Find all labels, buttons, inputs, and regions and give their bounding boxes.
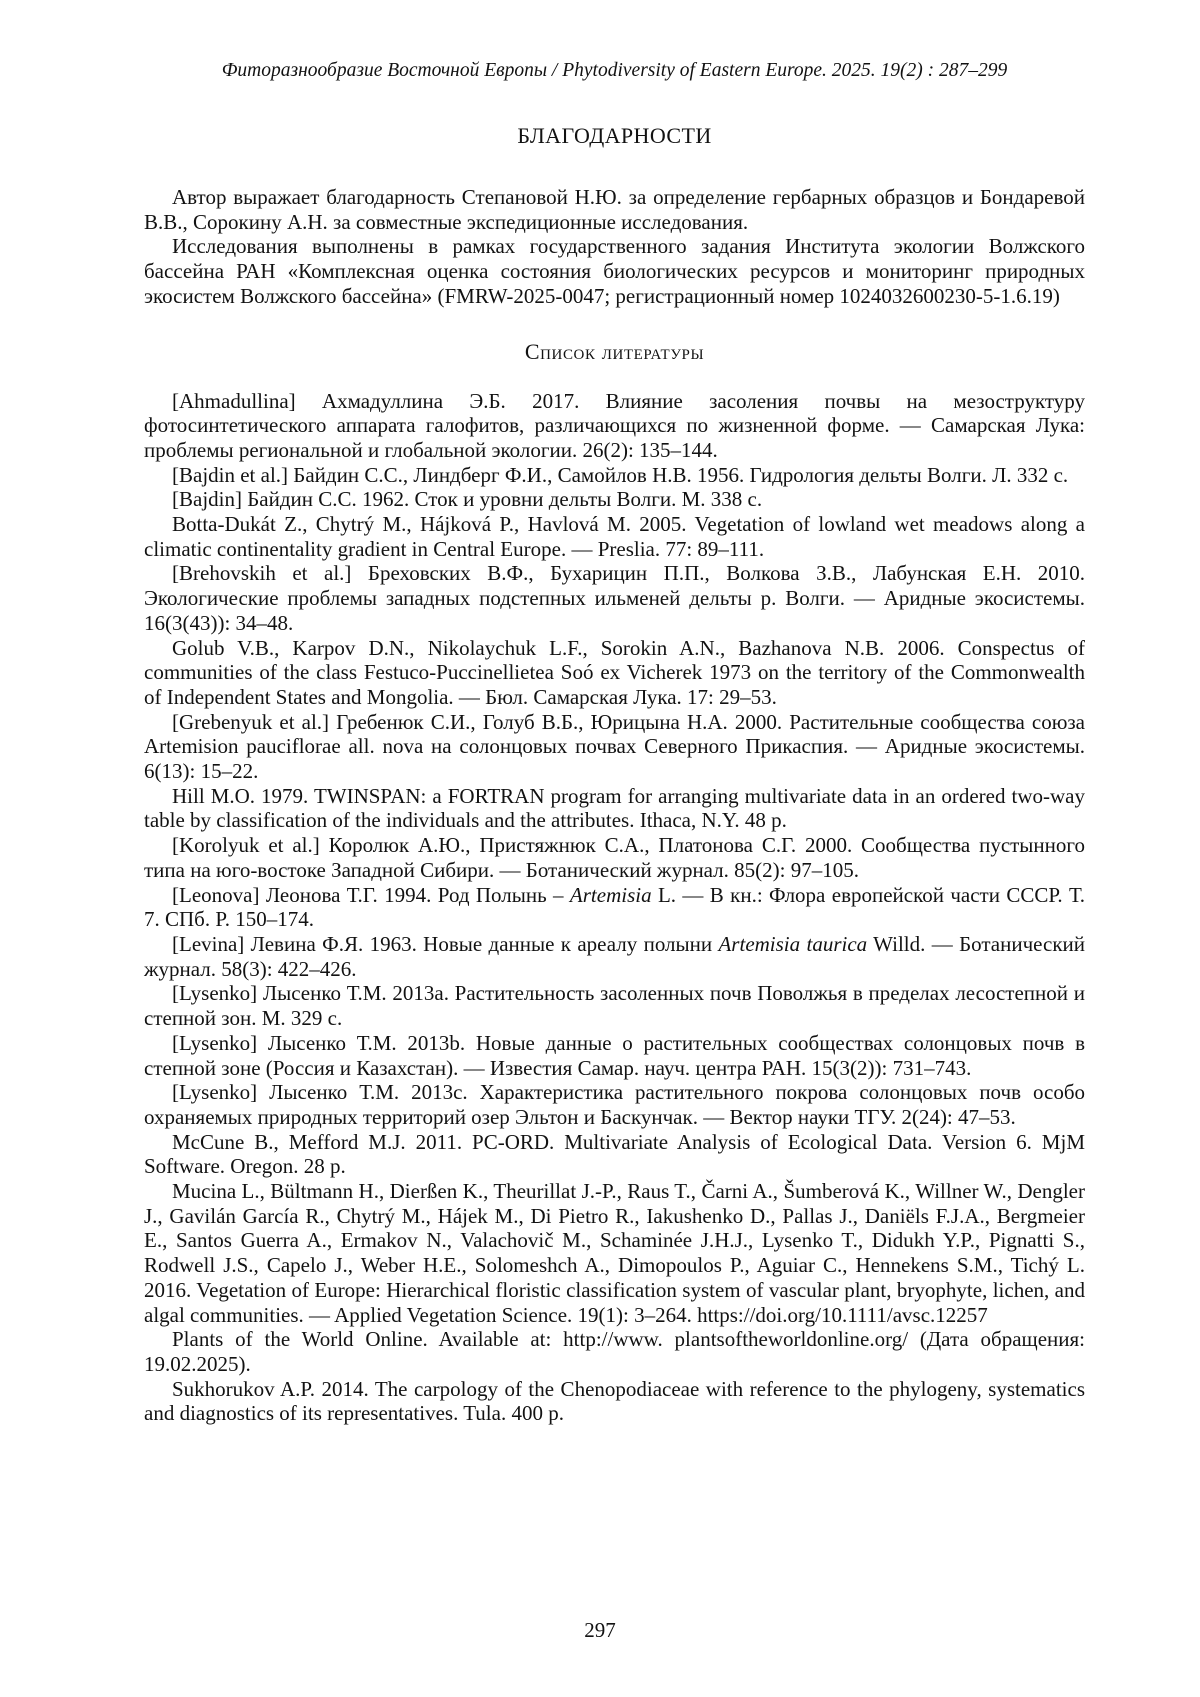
references-list — [144, 389, 1085, 1427]
reference-entry: [Levina] Левина Ф.Я. 1963. Новые данные к ареалу полыни Artemisia taurica Willd. — Ботанический журнал. 58(3): 422–426. — [144, 931, 1086, 981]
reference-entry: [Lysenko] Лысенко Т.М. 2013a. Растительность засоленных почв Поволжья в пределах лесостепной и степной зон. М. 329 с. — [144, 981, 1085, 1031]
acknowledgments-section — [144, 185, 1085, 309]
reference-entry: [Brehovskih et al.] Бреховских В.Ф., Бухарицин П.П., Волкова З.В., Лабунская Е.Н. 2010. Экологические проблемы западных подстепных ильменей дельты р. Волги. — Аридные экосистемы. 16(3(43)): 34–48. — [144, 561, 1085, 635]
journal-running-head: Фиторазнообразие Восточной Европы / Phytodiversity of Eastern Europe. 2025. 19(2) : 287–299 — [221, 60, 1008, 81]
acknowledgments-paragraph: Исследования выполнены в рамках государственного задания Института экологии Волжского бассейна РАН «Комплексная оценка состояния биологических ресурсов и мониторинг природных экосистем Волжского бассейна» (FMRW-2025-0047; регистрационный номер 1024032600230-5-1.6.19) — [144, 234, 1085, 308]
reference-entry: Golub V.B., Karpov D.N., Nikolaychuk L.F., Sorokin A.N., Bazhanova N.B. 2006. Conspectus of communities of the class Festuco-Puccinellietea Soó ex Vicherek 1973 on the territory of the Commonwealth of Independent States and Mongolia. — Бюл. Самарская Лука. 17: 29–53. — [144, 635, 1085, 709]
reference-entry: Sukhorukov A.P. 2014. The carpology of the Chenopodiaceae with reference to the phylogeny, systematics and diagnostics of its representatives. Tula. 400 p. — [144, 1376, 1085, 1426]
reference-entry: [Grebenyuk et al.] Гребенюк С.И., Голуб В.Б., Юрицына Н.А. 2000. Растительные сообщества союза Artemision pauciflorae all. nova на солонцовых почвах Северного Прикаспия. — Аридные экосистемы. 6(13): 15–22. — [144, 709, 1085, 784]
page-number: 297 — [584, 1618, 616, 1642]
reference-entry: Mucina L., Bültmann H., Dierßen K., Theurillat J.-P., Raus T., Čarni A., Šumberová K., Willner W., Dengler J., Gavilán García R., Chytrý M., Hájek M., Di Pietro R., Iakushenko D., Pallas J., Daniëls F.J.A., Bergmeier E., Santos Guerra A., Ermakov N., Valachovič M., Schaminée J.H.J., Lysenko T., Didukh Y.P., Pignatti S., Rodwell J.S., Capelo J., Weber H.E., Solomeshch A., Dimopoulos P., Aguiar C., Hennekens S.M., Tichý L. 2016. Vegetation of Europe: Hierarchical floristic classification system of vascular plant, bryophyte, lichen, and algal communities. — Applied Vegetation Science. 19(1): 3–264. https://doi.org/10.1111/avsc.12257 — [144, 1179, 1085, 1327]
reference-entry: [Bajdin et al.] Байдин С.С., Линдберг Ф.И., Самойлов Н.В. 1956. Гидрология дельты Волги. Л. 332 с. — [172, 462, 1069, 487]
reference-entry: [Leonova] Леонова Т.Г. 1994. Род Полынь – Artemisia L. — В кн.: Флора европейской части СССР. Т. 7. СПб. P. 150–174. — [144, 882, 1085, 932]
reference-entry: [Lysenko] Лысенко Т.М. 2013c. Характеристика растительного покрова солонцовых почв особо охраняемых природных территорий озер Эльтон и Баскунчак. — Вектор науки ТГУ. 2(24): 47–53. — [144, 1080, 1085, 1129]
reference-entry: Plants of the World Online. Available at: http://www. plantsoftheworldonline.org/ (Дата обращения: 19.02.2025). — [144, 1327, 1085, 1376]
acknowledgments-heading: БЛАГОДАРНОСТИ — [517, 123, 712, 148]
reference-entry: Hill M.O. 1979. TWINSPAN: a FORTRAN program for arranging multivariate data in an ordered two-way table by classification of the individuals and the attributes. Ithaca, N.Y. 48 p. — [144, 783, 1085, 833]
acknowledgments-paragraph: Автор выражает благодарность Степановой Н.Ю. за определение гербарных образцов и Бондаревой В.В., Сорокину А.Н. за совместные экспедиционные исследования. — [144, 185, 1085, 234]
references-heading: Список литературы — [524, 338, 705, 364]
reference-entry: Botta-Dukát Z., Chytrý M., Hájková P., Havlová M. 2005. Vegetation of lowland wet meadows along a climatic continentality gradient in Central Europe. — Preslia. 77: 89–111. — [144, 512, 1085, 561]
reference-entry: [Ahmadullina] Ахмадуллина Э.Б. 2017. Влияние засоления почвы на мезоструктуру фотосинтетического аппарата галофитов, различающихся по жизненной форме. — Самарская Лука: проблемы региональной и глобальной экологии. 26(2): 135–144. — [144, 388, 1085, 462]
reference-entry: [Korolyuk et al.] Королюк А.Ю., Пристяжнюк С.А., Платонова С.Г. 2000. Сообщества пустынного типа на юго-востоке Западной Сибири. — Ботанический журнал. 85(2): 97–105. — [144, 833, 1085, 882]
reference-entry: [Bajdin] Байдин С.С. 1962. Сток и уровни дельты Волги. М. 338 с. — [172, 487, 763, 512]
reference-entry: McCune B., Mefford M.J. 2011. PC-ORD. Multivariate Analysis of Ecological Data. Version 6. MjM Software. Oregon. 28 p. — [144, 1129, 1085, 1179]
reference-entry: [Lysenko] Лысенко Т.М. 2013b. Новые данные о растительных сообществах солонцовых почв в степной зоне (Россия и Казахстан). — Известия Самар. науч. центра РАН. 15(3(2)): 731–743. — [144, 1030, 1085, 1080]
